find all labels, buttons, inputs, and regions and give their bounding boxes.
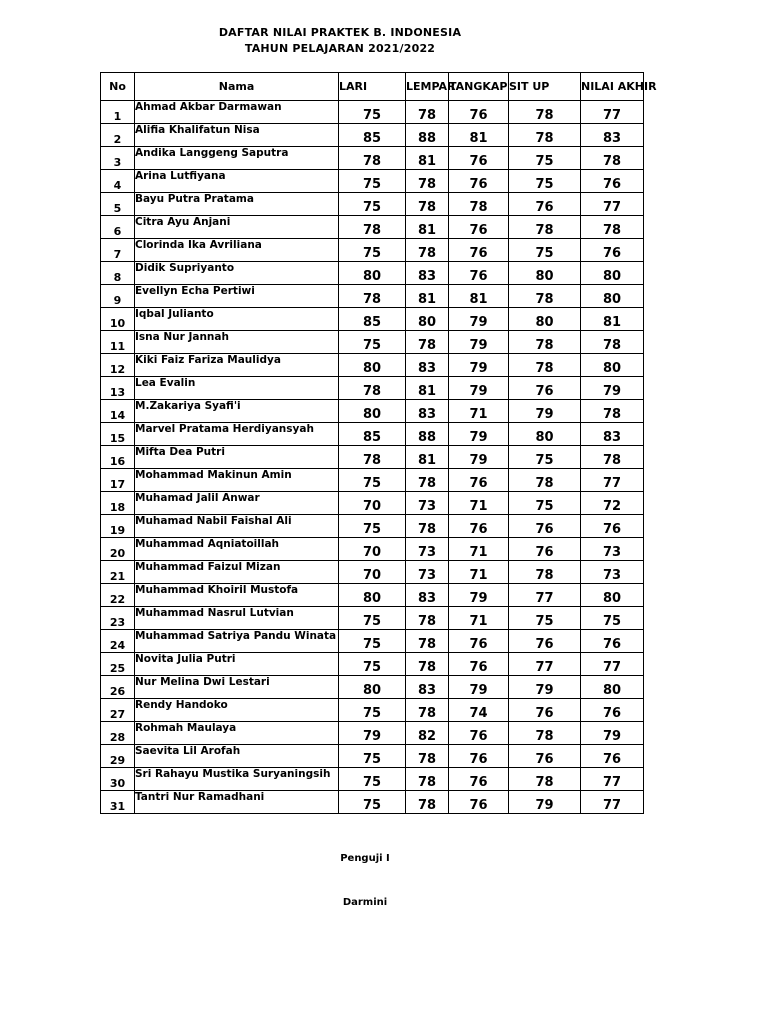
cell-no: 27 — [101, 699, 135, 722]
cell-lari: 80 — [339, 400, 406, 423]
cell-lari: 75 — [339, 469, 406, 492]
cell-situp: 78 — [509, 561, 581, 584]
cell-nama: Didik Supriyanto — [135, 262, 339, 285]
cell-no: 13 — [101, 377, 135, 400]
table-row — [101, 561, 644, 584]
cell-no: 2 — [101, 124, 135, 147]
cell-nama: Citra Ayu Anjani — [135, 216, 339, 239]
cell-situp: 77 — [509, 584, 581, 607]
table-row — [101, 331, 644, 354]
table-row — [101, 469, 644, 492]
cell-no: 22 — [101, 584, 135, 607]
cell-nilai-akhir: 83 — [581, 124, 644, 147]
cell-lempar: 78 — [406, 193, 449, 216]
grades-body — [101, 101, 644, 814]
cell-nama: Rendy Handoko — [135, 699, 339, 722]
cell-situp: 78 — [509, 101, 581, 124]
cell-situp: 80 — [509, 308, 581, 331]
cell-no: 31 — [101, 791, 135, 814]
cell-nama: Ahmad Akbar Darmawan — [135, 101, 339, 124]
cell-tangkap: 71 — [449, 492, 509, 515]
cell-lempar: 78 — [406, 239, 449, 262]
cell-tangkap: 79 — [449, 676, 509, 699]
cell-situp: 76 — [509, 745, 581, 768]
cell-nilai-akhir: 76 — [581, 515, 644, 538]
cell-nilai-akhir: 78 — [581, 147, 644, 170]
table-row — [101, 607, 644, 630]
cell-lempar: 78 — [406, 101, 449, 124]
cell-lari: 75 — [339, 699, 406, 722]
table-row — [101, 377, 644, 400]
cell-lari: 75 — [339, 630, 406, 653]
cell-tangkap: 76 — [449, 469, 509, 492]
header-lempar: LEMPAR — [406, 73, 449, 101]
cell-nama: Clorinda Ika Avriliana — [135, 239, 339, 262]
cell-no: 4 — [101, 170, 135, 193]
cell-situp: 75 — [509, 170, 581, 193]
cell-nilai-akhir: 80 — [581, 354, 644, 377]
cell-tangkap: 76 — [449, 653, 509, 676]
document-subtitle: TAHUN PELAJARAN 2021/2022 — [244, 42, 436, 55]
cell-situp: 78 — [509, 331, 581, 354]
cell-no: 7 — [101, 239, 135, 262]
header-lari: LARI — [339, 73, 406, 101]
cell-lari: 80 — [339, 584, 406, 607]
cell-no: 29 — [101, 745, 135, 768]
cell-nilai-akhir: 80 — [581, 285, 644, 308]
cell-tangkap: 76 — [449, 262, 509, 285]
cell-lari: 78 — [339, 446, 406, 469]
table-row — [101, 147, 644, 170]
cell-lari: 78 — [339, 147, 406, 170]
cell-nilai-akhir: 78 — [581, 446, 644, 469]
cell-tangkap: 71 — [449, 538, 509, 561]
cell-situp: 79 — [509, 400, 581, 423]
table-row — [101, 768, 644, 791]
cell-no: 1 — [101, 101, 135, 124]
cell-situp: 75 — [509, 147, 581, 170]
cell-nama: M.Zakariya Syafi'i — [135, 400, 339, 423]
table-row — [101, 722, 644, 745]
cell-lari: 85 — [339, 423, 406, 446]
cell-no: 26 — [101, 676, 135, 699]
table-row — [101, 216, 644, 239]
cell-situp: 78 — [509, 216, 581, 239]
cell-nama: Marvel Pratama Herdiyansyah — [135, 423, 339, 446]
cell-tangkap: 79 — [449, 423, 509, 446]
cell-situp: 76 — [509, 699, 581, 722]
cell-tangkap: 79 — [449, 584, 509, 607]
cell-lempar: 78 — [406, 515, 449, 538]
cell-tangkap: 76 — [449, 239, 509, 262]
cell-no: 25 — [101, 653, 135, 676]
cell-lari: 75 — [339, 515, 406, 538]
cell-lari: 75 — [339, 193, 406, 216]
cell-tangkap: 71 — [449, 561, 509, 584]
cell-nilai-akhir: 76 — [581, 745, 644, 768]
header-situp: SIT UP — [509, 73, 581, 101]
cell-situp: 78 — [509, 768, 581, 791]
cell-no: 12 — [101, 354, 135, 377]
cell-nama: Muhamad Nabil Faishal Ali — [135, 515, 339, 538]
cell-nama: Evellyn Echa Pertiwi — [135, 285, 339, 308]
cell-no: 14 — [101, 400, 135, 423]
cell-nama: Isna Nur Jannah — [135, 331, 339, 354]
cell-lempar: 73 — [406, 538, 449, 561]
cell-no: 15 — [101, 423, 135, 446]
table-row — [101, 124, 644, 147]
cell-nama: Nur Melina Dwi Lestari — [135, 676, 339, 699]
cell-nilai-akhir: 77 — [581, 768, 644, 791]
cell-no: 20 — [101, 538, 135, 561]
cell-nilai-akhir: 83 — [581, 423, 644, 446]
cell-tangkap: 81 — [449, 124, 509, 147]
cell-nilai-akhir: 78 — [581, 331, 644, 354]
cell-no: 9 — [101, 285, 135, 308]
cell-tangkap: 76 — [449, 515, 509, 538]
cell-tangkap: 79 — [449, 446, 509, 469]
cell-lempar: 83 — [406, 400, 449, 423]
cell-nama: Kiki Faiz Fariza Maulidya — [135, 354, 339, 377]
cell-lari: 80 — [339, 354, 406, 377]
table-row — [101, 170, 644, 193]
cell-lari: 78 — [339, 285, 406, 308]
cell-no: 16 — [101, 446, 135, 469]
cell-lempar: 78 — [406, 170, 449, 193]
cell-lempar: 73 — [406, 561, 449, 584]
cell-lempar: 83 — [406, 584, 449, 607]
cell-tangkap: 71 — [449, 400, 509, 423]
cell-nama: Mifta Dea Putri — [135, 446, 339, 469]
cell-no: 18 — [101, 492, 135, 515]
cell-nilai-akhir: 72 — [581, 492, 644, 515]
table-row — [101, 745, 644, 768]
cell-lari: 80 — [339, 676, 406, 699]
cell-lari: 70 — [339, 538, 406, 561]
cell-lempar: 78 — [406, 607, 449, 630]
cell-nilai-akhir: 73 — [581, 538, 644, 561]
cell-no: 3 — [101, 147, 135, 170]
cell-tangkap: 78 — [449, 193, 509, 216]
cell-lempar: 80 — [406, 308, 449, 331]
document-title: DAFTAR NILAI PRAKTEK B. INDONESIA — [218, 26, 462, 39]
header-tangkap: TANGKAP — [449, 73, 509, 101]
table-row — [101, 446, 644, 469]
cell-nama: Muhamad Jalil Anwar — [135, 492, 339, 515]
cell-situp: 76 — [509, 193, 581, 216]
cell-situp: 76 — [509, 515, 581, 538]
cell-tangkap: 71 — [449, 607, 509, 630]
cell-lari: 80 — [339, 262, 406, 285]
cell-lempar: 81 — [406, 377, 449, 400]
cell-no: 10 — [101, 308, 135, 331]
cell-nilai-akhir: 77 — [581, 791, 644, 814]
table-row — [101, 285, 644, 308]
cell-nilai-akhir: 75 — [581, 607, 644, 630]
cell-tangkap: 81 — [449, 285, 509, 308]
cell-no: 28 — [101, 722, 135, 745]
table-row — [101, 400, 644, 423]
cell-lempar: 78 — [406, 469, 449, 492]
cell-lari: 78 — [339, 377, 406, 400]
cell-nilai-akhir: 76 — [581, 170, 644, 193]
cell-tangkap: 76 — [449, 170, 509, 193]
cell-situp: 75 — [509, 239, 581, 262]
table-row — [101, 308, 644, 331]
cell-no: 17 — [101, 469, 135, 492]
cell-lempar: 73 — [406, 492, 449, 515]
cell-tangkap: 76 — [449, 101, 509, 124]
cell-nama: Sri Rahayu Mustika Suryaningsih — [135, 768, 339, 791]
cell-situp: 76 — [509, 538, 581, 561]
cell-tangkap: 79 — [449, 354, 509, 377]
cell-nama: Andika Langgeng Saputra — [135, 147, 339, 170]
cell-nilai-akhir: 77 — [581, 101, 644, 124]
cell-nama: Muhammad Aqniatoillah — [135, 538, 339, 561]
cell-nilai-akhir: 76 — [581, 699, 644, 722]
cell-no: 6 — [101, 216, 135, 239]
cell-situp: 78 — [509, 722, 581, 745]
table-row — [101, 101, 644, 124]
cell-nama: Arina Lutfiyana — [135, 170, 339, 193]
header-nilai-akhir: NILAI AKHIR — [581, 73, 644, 101]
header-row — [101, 73, 644, 101]
cell-lari: 75 — [339, 101, 406, 124]
cell-tangkap: 76 — [449, 791, 509, 814]
cell-lempar: 78 — [406, 791, 449, 814]
cell-nilai-akhir: 77 — [581, 193, 644, 216]
table-row — [101, 239, 644, 262]
cell-nilai-akhir: 80 — [581, 676, 644, 699]
cell-lari: 75 — [339, 768, 406, 791]
table-row — [101, 538, 644, 561]
cell-lempar: 78 — [406, 745, 449, 768]
cell-nama: Lea Evalin — [135, 377, 339, 400]
header-nama: Nama — [135, 73, 339, 101]
cell-nilai-akhir: 77 — [581, 653, 644, 676]
cell-no: 19 — [101, 515, 135, 538]
cell-nilai-akhir: 76 — [581, 239, 644, 262]
table-row — [101, 423, 644, 446]
cell-lempar: 78 — [406, 699, 449, 722]
cell-nama: Novita Julia Putri — [135, 653, 339, 676]
cell-nama: Mohammad Makinun Amin — [135, 469, 339, 492]
grades-table — [100, 72, 657, 814]
cell-nama: Rohmah Maulaya — [135, 722, 339, 745]
table-row — [101, 262, 644, 285]
signature-name: Darmini — [342, 897, 388, 908]
cell-lempar: 88 — [406, 124, 449, 147]
cell-lari: 85 — [339, 308, 406, 331]
table-row — [101, 653, 644, 676]
table-row — [101, 492, 644, 515]
cell-lempar: 83 — [406, 354, 449, 377]
cell-no: 21 — [101, 561, 135, 584]
cell-lempar: 81 — [406, 285, 449, 308]
cell-situp: 77 — [509, 653, 581, 676]
cell-situp: 76 — [509, 630, 581, 653]
cell-situp: 79 — [509, 676, 581, 699]
table-row — [101, 584, 644, 607]
cell-situp: 78 — [509, 285, 581, 308]
cell-lempar: 78 — [406, 630, 449, 653]
table-row — [101, 676, 644, 699]
cell-nilai-akhir: 79 — [581, 722, 644, 745]
cell-tangkap: 79 — [449, 331, 509, 354]
cell-tangkap: 74 — [449, 699, 509, 722]
cell-lempar: 83 — [406, 676, 449, 699]
cell-nilai-akhir: 76 — [581, 630, 644, 653]
cell-situp: 75 — [509, 446, 581, 469]
cell-lempar: 82 — [406, 722, 449, 745]
table-row — [101, 630, 644, 653]
signature-role: Penguji I — [340, 853, 390, 864]
cell-lempar: 81 — [406, 446, 449, 469]
cell-lari: 85 — [339, 124, 406, 147]
cell-lari: 79 — [339, 722, 406, 745]
cell-lempar: 78 — [406, 768, 449, 791]
cell-lempar: 81 — [406, 216, 449, 239]
cell-lari: 75 — [339, 170, 406, 193]
cell-no: 8 — [101, 262, 135, 285]
table-row — [101, 791, 644, 814]
cell-situp: 76 — [509, 377, 581, 400]
cell-situp: 78 — [509, 469, 581, 492]
cell-lari: 70 — [339, 561, 406, 584]
table-row — [101, 193, 644, 216]
cell-situp: 80 — [509, 262, 581, 285]
cell-no: 5 — [101, 193, 135, 216]
cell-lari: 75 — [339, 791, 406, 814]
cell-situp: 75 — [509, 492, 581, 515]
cell-situp: 78 — [509, 124, 581, 147]
cell-lari: 75 — [339, 745, 406, 768]
cell-tangkap: 76 — [449, 745, 509, 768]
cell-nama: Bayu Putra Pratama — [135, 193, 339, 216]
cell-nama: Muhammad Satriya Pandu Winata — [135, 630, 339, 653]
cell-lempar: 83 — [406, 262, 449, 285]
cell-tangkap: 79 — [449, 308, 509, 331]
cell-tangkap: 76 — [449, 630, 509, 653]
cell-lari: 75 — [339, 331, 406, 354]
cell-lari: 75 — [339, 239, 406, 262]
cell-tangkap: 76 — [449, 147, 509, 170]
cell-tangkap: 76 — [449, 216, 509, 239]
cell-situp: 75 — [509, 607, 581, 630]
table-row — [101, 699, 644, 722]
table-row — [101, 354, 644, 377]
cell-situp: 80 — [509, 423, 581, 446]
cell-nama: Saevita Lil Arofah — [135, 745, 339, 768]
cell-no: 30 — [101, 768, 135, 791]
cell-no: 11 — [101, 331, 135, 354]
cell-nilai-akhir: 77 — [581, 469, 644, 492]
cell-lari: 70 — [339, 492, 406, 515]
cell-lempar: 78 — [406, 331, 449, 354]
cell-nilai-akhir: 79 — [581, 377, 644, 400]
cell-nama: Iqbal Julianto — [135, 308, 339, 331]
cell-situp: 78 — [509, 354, 581, 377]
cell-nilai-akhir: 80 — [581, 584, 644, 607]
cell-nilai-akhir: 78 — [581, 400, 644, 423]
cell-situp: 79 — [509, 791, 581, 814]
cell-nama: Alifia Khalifatun Nisa — [135, 124, 339, 147]
cell-tangkap: 79 — [449, 377, 509, 400]
header-no: No — [101, 73, 135, 101]
cell-nilai-akhir: 81 — [581, 308, 644, 331]
cell-nama: Tantri Nur Ramadhani — [135, 791, 339, 814]
cell-lari: 75 — [339, 653, 406, 676]
cell-lempar: 88 — [406, 423, 449, 446]
cell-tangkap: 76 — [449, 722, 509, 745]
cell-tangkap: 76 — [449, 768, 509, 791]
cell-nilai-akhir: 80 — [581, 262, 644, 285]
cell-no: 24 — [101, 630, 135, 653]
cell-nama: Muhammad Faizul Mizan — [135, 561, 339, 584]
table-row — [101, 515, 644, 538]
cell-nilai-akhir: 78 — [581, 216, 644, 239]
cell-nama: Muhammad Nasrul Lutvian — [135, 607, 339, 630]
cell-lari: 75 — [339, 607, 406, 630]
cell-no: 23 — [101, 607, 135, 630]
cell-nama: Muhammad Khoiril Mustofa — [135, 584, 339, 607]
cell-lempar: 81 — [406, 147, 449, 170]
cell-lari: 78 — [339, 216, 406, 239]
cell-lempar: 78 — [406, 653, 449, 676]
cell-nilai-akhir: 73 — [581, 561, 644, 584]
